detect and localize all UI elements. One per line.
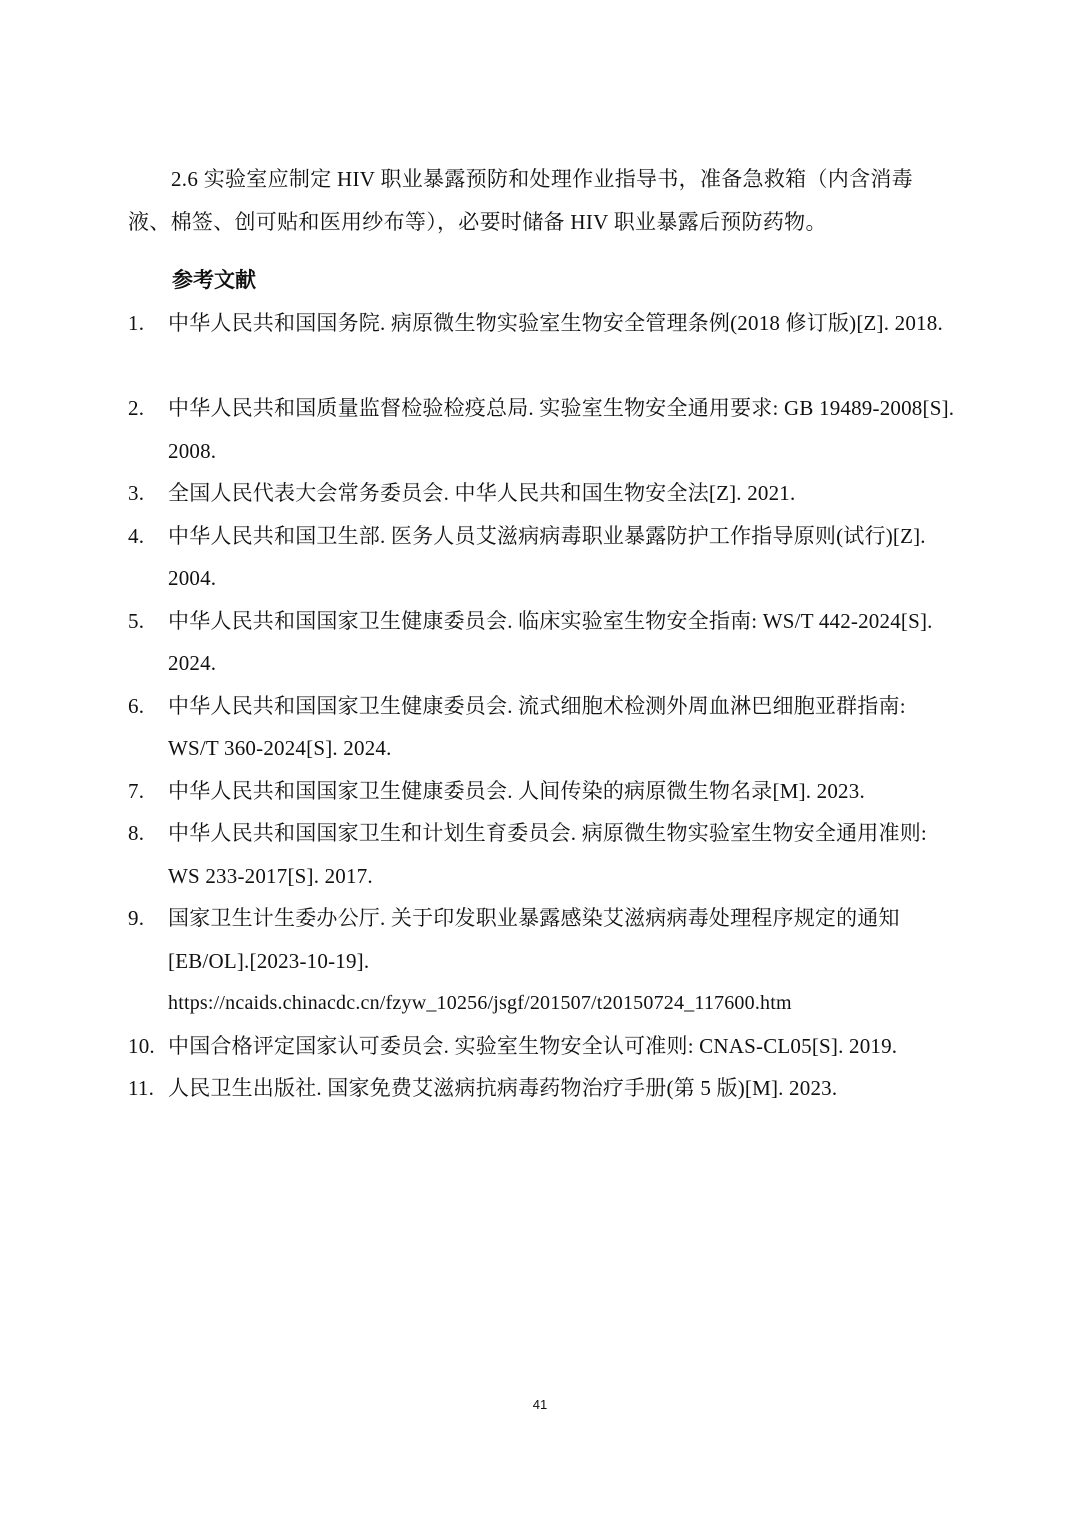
reference-number: 10. bbox=[128, 1033, 155, 1058]
reference-number: 9. bbox=[128, 906, 145, 930]
reference-text: 中国合格评定国家认可委员会. 实验室生物安全认可准则: CNAS-CL05[S]. 2019. bbox=[168, 1033, 898, 1058]
reference-item bbox=[0, 472, 1080, 515]
reference-number: 5. bbox=[128, 608, 145, 633]
reference-item bbox=[0, 897, 1080, 1025]
reference-number: 2. bbox=[128, 396, 145, 420]
reference-number: 11. bbox=[128, 1076, 155, 1100]
reference-item bbox=[0, 387, 1080, 472]
reference-text: 中华人民共和国国家卫生健康委员会. 流式细胞术检测外周血淋巴细胞亚群指南: WS/T 360-2024[S]. 2024. bbox=[168, 693, 906, 760]
reference-text: 中华人民共和国国务院. 病原微生物实验室生物安全管理条例(2018 修订版)[Z]. 2018. bbox=[168, 311, 943, 335]
reference-number: 7. bbox=[128, 778, 145, 803]
page-number: 41 bbox=[532, 1397, 548, 1412]
references-list bbox=[0, 302, 1080, 1110]
reference-item bbox=[0, 600, 1080, 685]
reference-item bbox=[0, 770, 1080, 813]
body-paragraph bbox=[128, 158, 948, 244]
reference-text: 中华人民共和国卫生部. 医务人员艾滋病病毒职业暴露防护工作指导原则(试行)[Z]. 2004. bbox=[168, 523, 926, 590]
reference-item bbox=[0, 1025, 1080, 1068]
reference-text: 全国人民代表大会常务委员会. 中华人民共和国生物安全法[Z]. 2021. bbox=[168, 481, 796, 505]
references-heading: 参考文献 bbox=[172, 268, 256, 292]
reference-item bbox=[0, 302, 1080, 387]
reference-text: 国家卫生计生委办公厅. 关于印发职业暴露感染艾滋病病毒处理程序规定的通知 [EB/OL].[2023-10-19]. bbox=[168, 906, 900, 973]
reference-item bbox=[0, 1067, 1080, 1110]
reference-text: 中华人民共和国质量监督检验检疫总局. 实验室生物安全通用要求: GB 19489-2008[S]. 2008. bbox=[168, 396, 955, 463]
reference-item bbox=[0, 685, 1080, 770]
reference-number: 4. bbox=[128, 523, 145, 548]
reference-text: 人民卫生出版社. 国家免费艾滋病抗病毒药物治疗手册(第 5 版)[M]. 2023. bbox=[168, 1076, 838, 1100]
reference-number: 8. bbox=[128, 821, 145, 845]
reference-text: 中华人民共和国国家卫生健康委员会. 人间传染的病原微生物名录[M]. 2023. bbox=[168, 778, 865, 803]
reference-number: 3. bbox=[128, 481, 145, 505]
reference-item bbox=[0, 515, 1080, 600]
reference-text: 中华人民共和国国家卫生和计划生育委员会. 病原微生物实验室生物安全通用准则: WS 233-2017[S]. 2017. bbox=[168, 821, 927, 888]
reference-url-link[interactable]: https://ncaids.chinacdc.cn/fzyw_10256/jsgf/201507/t20150724_117600.htm bbox=[168, 992, 792, 1014]
reference-item bbox=[0, 812, 1080, 897]
paragraph-text: 2.6 实验室应制定 HIV 职业暴露预防和处理作业指导书，准备急救箱（内含消毒液、棉签、创可贴和医用纱布等），必要时储备 HIV 职业暴露后预防药物。 bbox=[128, 167, 913, 234]
reference-number: 1. bbox=[128, 311, 145, 335]
reference-text: 中华人民共和国国家卫生健康委员会. 临床实验室生物安全指南: WS/T 442-2024[S]. 2024. bbox=[168, 608, 933, 675]
reference-number: 6. bbox=[128, 693, 145, 718]
